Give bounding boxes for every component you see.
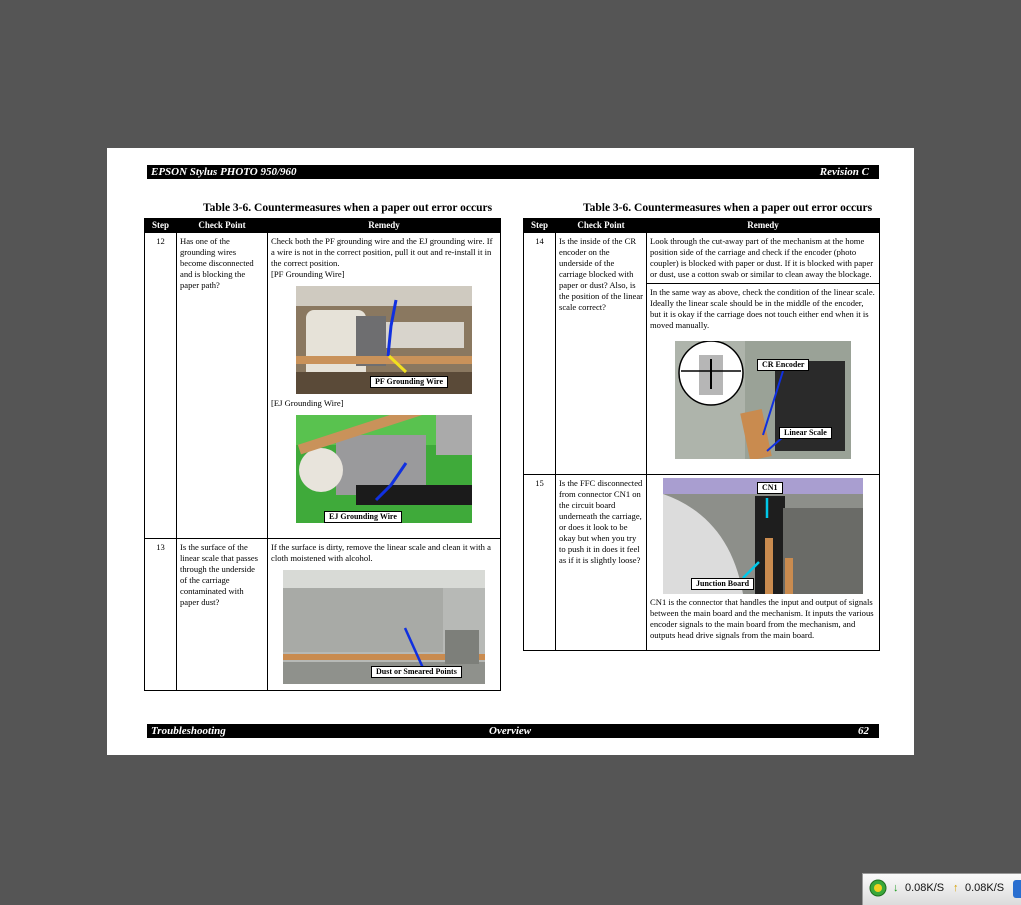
remedy-cell: [268, 233, 501, 539]
step-number: 12: [145, 233, 177, 539]
header-title: EPSON Stylus PHOTO 950/960: [151, 166, 297, 178]
col-check-point: Check Point: [556, 219, 647, 233]
footer-page-number: 62: [858, 725, 869, 737]
linear-scale-photo: [283, 570, 485, 684]
header-revision: Revision C: [819, 166, 869, 178]
check-point: Has one of the grounding wires become disconnected and is blocking the paper path?: [177, 233, 268, 539]
remedy-cell: [647, 233, 880, 475]
pf-grounding-wire-label: PF Grounding Wire: [370, 376, 448, 388]
remedy-text: Check both the PF grounding wire and the EJ grounding wire. If a wire is not in the correct position, pull it out and re-install it in the correct position.: [271, 236, 493, 268]
table-row: [524, 475, 880, 651]
upload-arrow-icon: ↑: [953, 882, 959, 894]
dust-label: Dust or Smeared Points: [371, 666, 462, 678]
ej-grounding-wire-photo: [296, 415, 472, 523]
col-step: Step: [145, 219, 177, 233]
left-table-caption: Table 3-6. Countermeasures when a paper out error occurs: [203, 202, 493, 214]
remedy-cell: [647, 475, 880, 651]
step-number: 14: [524, 233, 556, 475]
col-remedy: Remedy: [647, 219, 880, 233]
remedy-cell: [268, 539, 501, 691]
table-row: [524, 233, 880, 475]
page-header: [147, 165, 879, 179]
cr-encoder-label: CR Encoder: [757, 359, 809, 371]
col-remedy: Remedy: [268, 219, 501, 233]
junction-board-label: Junction Board: [691, 578, 754, 590]
left-table: [144, 218, 501, 691]
download-arrow-icon: ↓: [893, 882, 899, 894]
check-point: Is the surface of the linear scale that passes through the underside of the carriage contaminated with paper dust?: [177, 539, 268, 691]
right-table-caption: Table 3-6. Countermeasures when a paper out error occurs: [583, 202, 873, 214]
col-check-point: Check Point: [177, 219, 268, 233]
step-number: 15: [524, 475, 556, 651]
footer-chapter: Overview: [489, 725, 532, 737]
check-point: Is the inside of the CR encoder on the underside of the carriage blocked with paper or dust? Also, is the position of the linear scale correct?: [556, 233, 647, 475]
col-step: Step: [524, 219, 556, 233]
speed-meter-icon[interactable]: [869, 879, 887, 900]
cn1-connector-photo: [663, 478, 863, 594]
cr-encoder-photo: [675, 341, 851, 459]
remedy-divider: [647, 283, 879, 284]
linear-scale-label: Linear Scale: [779, 427, 832, 439]
pf-grounding-wire-photo: [296, 286, 472, 394]
check-point: Is the FFC disconnected from connector CN1 on the circuit board underneath the carriage, or does it look to be okay but when you try to push it in does it feel as if it is slightly loose?: [556, 475, 647, 651]
pf-caption: [PF Grounding Wire]: [271, 269, 345, 279]
upload-speed: 0.08K/S: [965, 882, 1005, 894]
remedy-text: CN1 is the connector that handles the input and output of signals between the main board and the mechanism. It inputs the various encoder signals to the main board from the mechanism, and outputs head drive signals from the main board.: [650, 597, 874, 640]
network-speed-widget[interactable]: [862, 873, 1021, 905]
ej-grounding-wire-label: EJ Grounding Wire: [324, 511, 402, 523]
ej-caption: [EJ Grounding Wire]: [271, 398, 344, 408]
footer-section: Troubleshooting: [151, 725, 226, 737]
remedy-text: If the surface is dirty, remove the linear scale and clean it with a cloth moistened with alcohol.: [271, 542, 491, 563]
manual-page: [107, 148, 914, 755]
download-speed: 0.08K/S: [905, 882, 945, 894]
step-number: 13: [145, 539, 177, 691]
remedy-text: Look through the cut-away part of the mechanism at the home position side of the carriage and check if the encoder (photo coupler) is blocked with paper or dust. If it is blocked with paper or dust, use a cotton swab or similar to clean away the blockage.: [650, 236, 874, 279]
browser-icon[interactable]: [1013, 880, 1021, 898]
remedy-text-2: In the same way as above, check the condition of the linear scale. Ideally the linear scale should be in the middle of the encoder, but it is okay if the carriage does not touch either end when it is moved manually.: [650, 287, 875, 330]
right-table: [523, 218, 880, 651]
table-row: [145, 233, 501, 539]
table-row: [145, 539, 501, 691]
page-footer: [147, 724, 879, 738]
cn1-label: CN1: [757, 482, 783, 494]
